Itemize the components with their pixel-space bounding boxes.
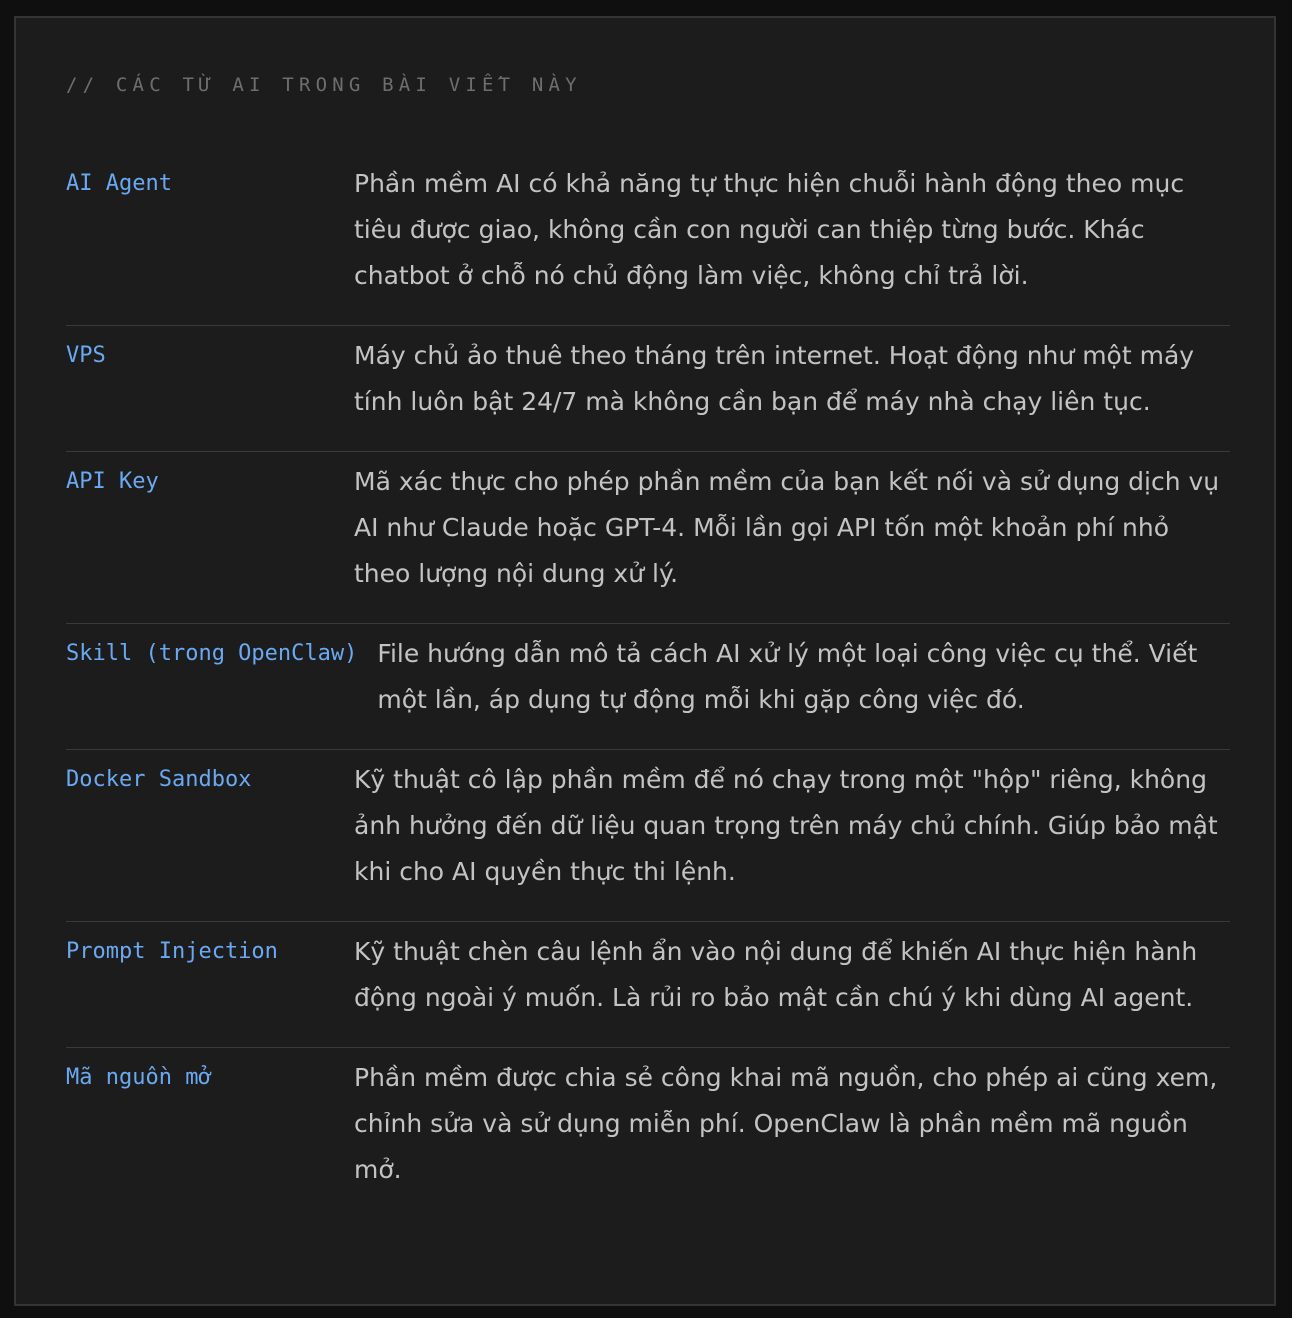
glossary-definition: Phần mềm AI có khả năng tự thực hiện chuỗi hành động theo mục tiêu được giao, không cần con người can thiệp từng bước. Khác chatbot ở chỗ nó chủ động làm việc, không chỉ trả lời. bbox=[354, 169, 1185, 290]
glossary-list bbox=[66, 154, 1230, 1219]
glossary-row bbox=[66, 154, 1230, 326]
glossary-row bbox=[66, 750, 1230, 922]
glossary-row bbox=[66, 624, 1230, 750]
glossary-definition: Kỹ thuật cô lập phần mềm để nó chạy trong một "hộp" riêng, không ảnh hưởng đến dữ liệu quan trọng trên máy chủ chính. Giúp bảo mật khi cho AI quyền thực thi lệnh. bbox=[354, 765, 1218, 886]
glossary-definition: Kỹ thuật chèn câu lệnh ẩn vào nội dung để khiến AI thực hiện hành động ngoài ý muốn. Là rủi ro bảo mật cần chú ý khi dùng AI agent. bbox=[354, 937, 1198, 1012]
glossary-term: Mã nguồn mở bbox=[66, 1065, 212, 1090]
glossary-definition: File hướng dẫn mô tả cách AI xử lý một loại công việc cụ thể. Viết một lần, áp dụng tự động mỗi khi gặp công việc đó. bbox=[377, 639, 1198, 714]
glossary-row bbox=[66, 922, 1230, 1048]
glossary-term: Prompt Injection bbox=[66, 939, 278, 964]
glossary-row bbox=[66, 452, 1230, 624]
glossary-term: Skill (trong OpenClaw) bbox=[66, 641, 358, 666]
glossary-term: AI Agent bbox=[66, 171, 172, 196]
glossary-definition: Máy chủ ảo thuê theo tháng trên internet. Hoạt động như một máy tính luôn bật 24/7 mà không cần bạn để máy nhà chạy liên tục. bbox=[354, 341, 1195, 416]
glossary-term: VPS bbox=[66, 343, 106, 368]
glossary-row bbox=[66, 1048, 1230, 1219]
glossary-definition: Phần mềm được chia sẻ công khai mã nguồn, cho phép ai cũng xem, chỉnh sửa và sử dụng miễn phí. OpenClaw là phần mềm mã nguồn mở. bbox=[354, 1063, 1218, 1184]
glossary-panel bbox=[14, 16, 1276, 1306]
glossary-term: API Key bbox=[66, 469, 159, 494]
glossary-definition: Mã xác thực cho phép phần mềm của bạn kết nối và sử dụng dịch vụ AI như Claude hoặc GPT-4. Mỗi lần gọi API tốn một khoản phí nhỏ theo lượng nội dung xử lý. bbox=[354, 467, 1220, 588]
glossary-term: Docker Sandbox bbox=[66, 767, 252, 792]
glossary-heading: // CÁC TỪ AI TRONG BÀI VIẾT NÀY bbox=[66, 74, 582, 96]
glossary-row bbox=[66, 326, 1230, 452]
